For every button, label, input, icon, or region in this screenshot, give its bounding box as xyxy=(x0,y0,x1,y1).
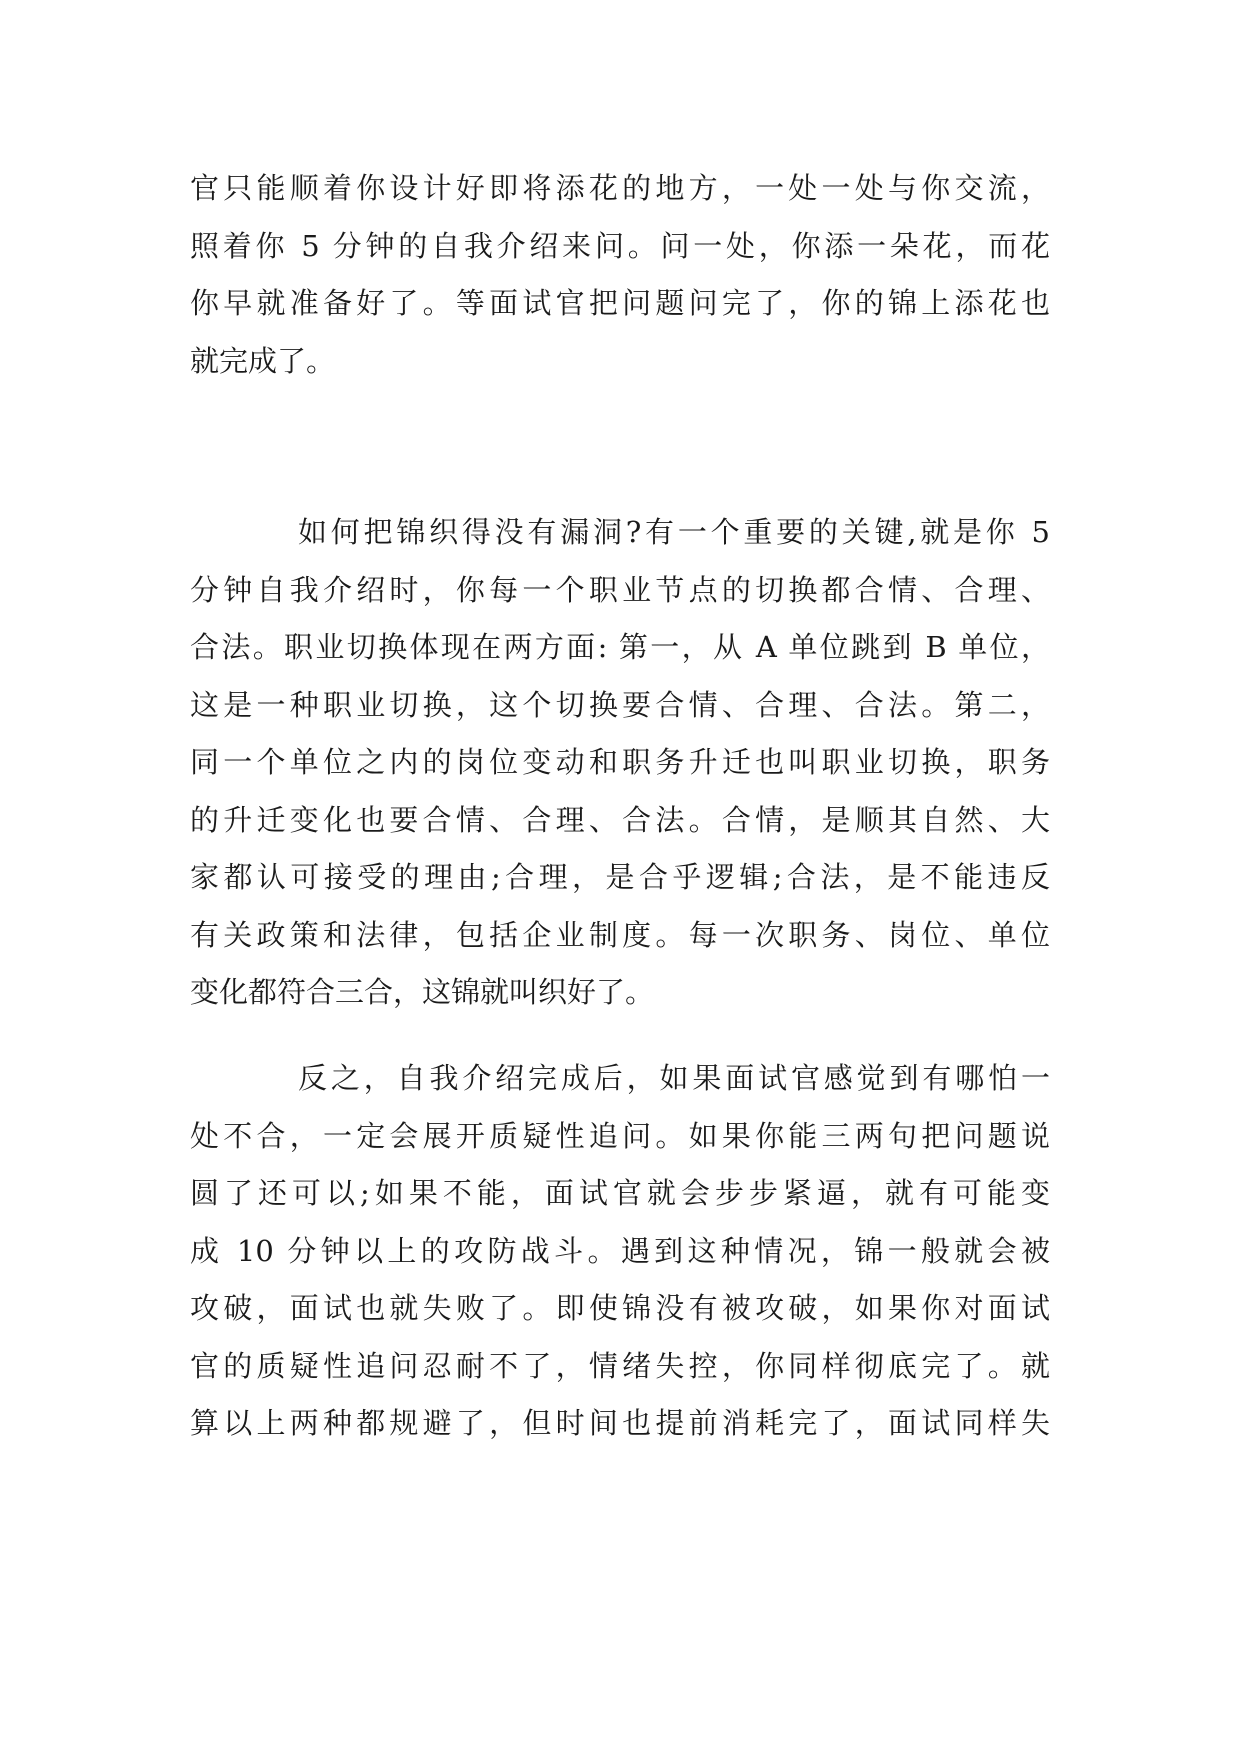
text-line: 照着你 5 分钟的自我介绍来问。问一处，你添一朵花，而花 xyxy=(190,228,1050,263)
text-line: 官只能顺着你设计好即将添花的地方，一处一处与你交流， xyxy=(190,171,1050,205)
text-line: 如何把锦织得没有漏洞?有一个重要的关键,就是你 5 xyxy=(298,515,1050,549)
text-line: 成 10 分钟以上的攻防战斗。遇到这种情况，锦一般就会被 xyxy=(190,1233,1050,1268)
text-line: 这是一种职业切换，这个切换要合情、合理、合法。第二， xyxy=(190,687,1050,722)
text-line: 就完成了。 xyxy=(190,343,336,378)
paragraph-2 xyxy=(190,504,1050,1022)
text-line: 反之，自我介绍完成后，如果面试官感觉到有哪怕一 xyxy=(298,1061,1050,1095)
text-line: 算以上两种都规避了，但时间也提前消耗完了，面试同样失 xyxy=(190,1406,1050,1440)
text-line: 攻破，面试也就失败了。即使锦没有被攻破，如果你对面试 xyxy=(190,1291,1050,1325)
text-line: 合法。职业切换体现在两方面: 第一，从 A 单位跳到 B 单位， xyxy=(190,630,1050,664)
text-line: 变化都符合三合，这锦就叫织好了。 xyxy=(190,975,655,1009)
text-line: 分钟自我介绍时，你每一个职业节点的切换都合情、合理、 xyxy=(190,572,1050,607)
text-line: 圆了还可以;如果不能，面试官就会步步紧逼，就有可能变 xyxy=(190,1176,1050,1210)
paragraph-1 xyxy=(190,160,1050,390)
text-line: 处不合，一定会展开质疑性追问。如果你能三两句把问题说 xyxy=(190,1118,1050,1153)
text-line: 的升迁变化也要合情、合理、合法。合情，是顺其自然、大 xyxy=(190,802,1050,837)
paragraph-3 xyxy=(190,1050,1050,1453)
text-line: 有关政策和法律，包括企业制度。每一次职务、岗位、单位 xyxy=(190,917,1050,952)
text-line: 同一个单位之内的岗位变动和职务升迁也叫职业切换，职务 xyxy=(190,745,1050,779)
text-line: 你早就准备好了。等面试官把问题问完了，你的锦上添花也 xyxy=(190,286,1050,320)
text-line: 官的质疑性追问忍耐不了，情绪失控，你同样彻底完了。就 xyxy=(190,1348,1050,1383)
text-line: 家都认可接受的理由;合理，是合乎逻辑;合法，是不能违反 xyxy=(190,860,1050,894)
